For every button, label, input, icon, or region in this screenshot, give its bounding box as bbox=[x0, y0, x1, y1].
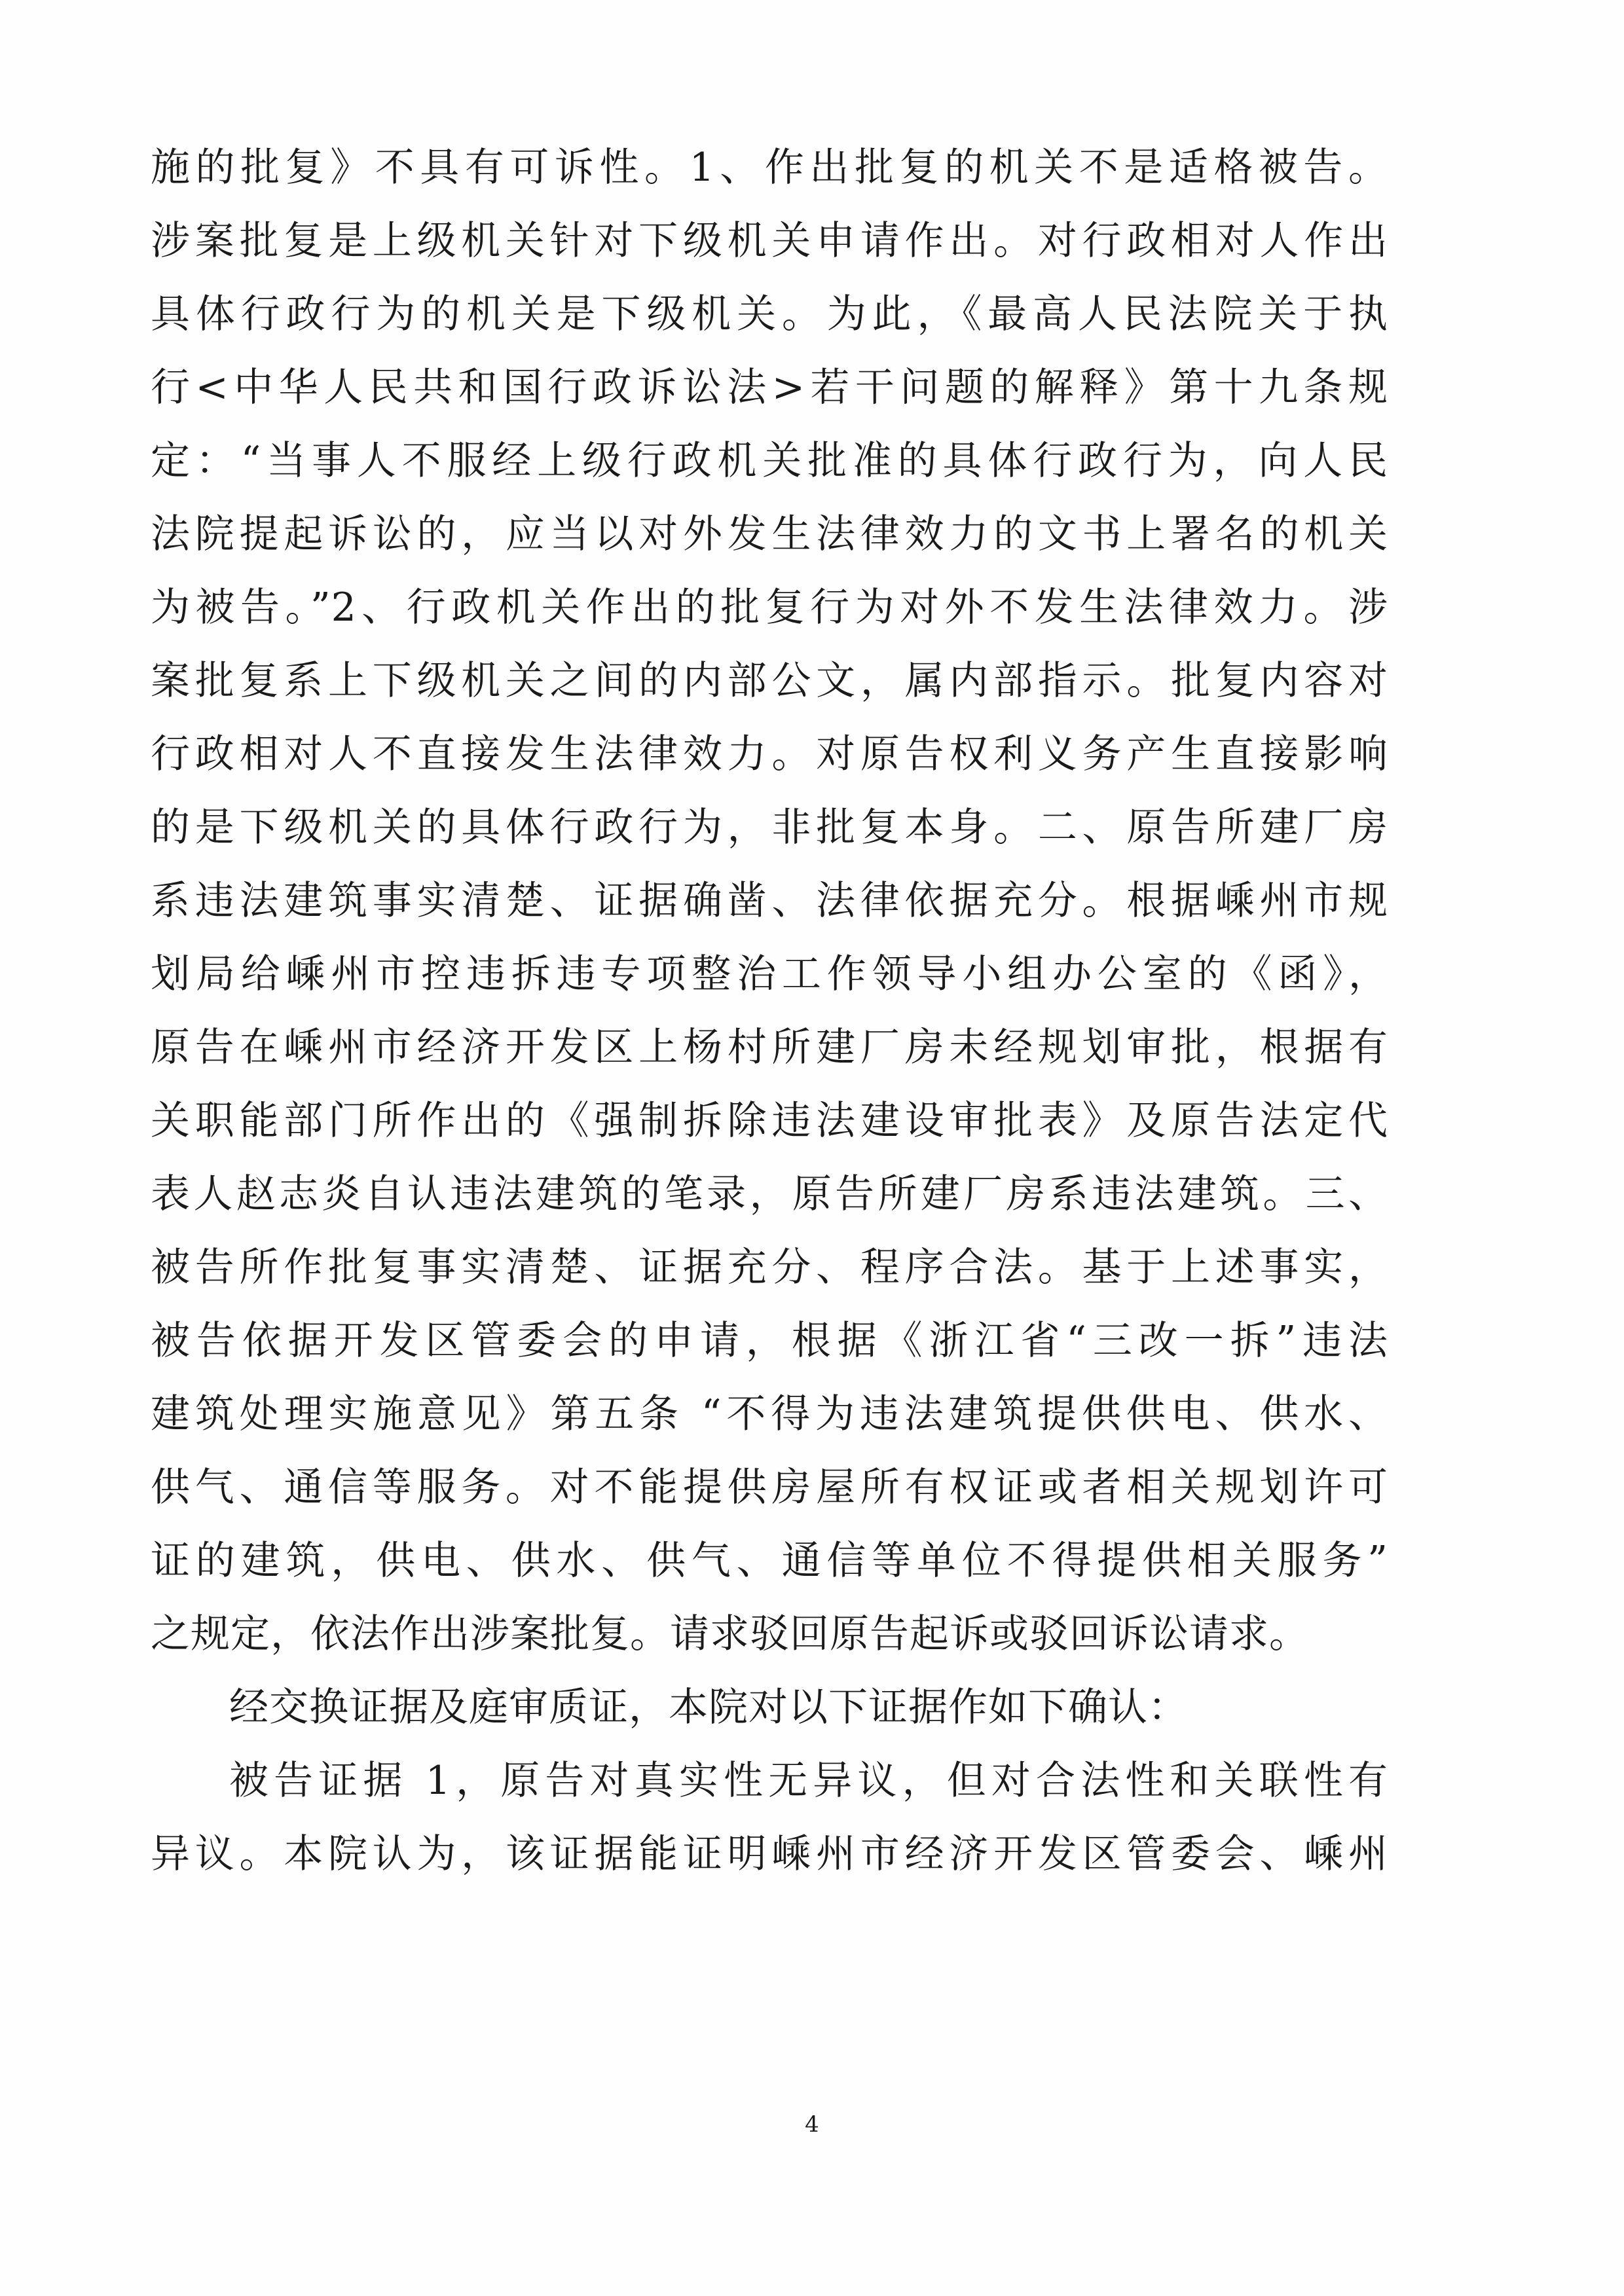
text-line: 行<中华人民共和国行政诉讼法>若干问题的解释》第十九条规 bbox=[151, 365, 1388, 410]
text-line: 的是下级机关的具体行政行为，非批复本身。二、原告所建厂房 bbox=[151, 805, 1388, 850]
text-line: 行政相对人不直接发生法律效力。对原告权利义务产生直接影响 bbox=[151, 731, 1388, 777]
text-line: 定：“当事人不服经上级行政机关批准的具体行政行为，向人民 bbox=[151, 438, 1388, 484]
text-line: 涉案批复是上级机关针对下级机关申请作出。对行政相对人作出 bbox=[151, 218, 1388, 264]
text-line: 关职能部门所作出的《强制拆除违法建设审批表》及原告法定代 bbox=[151, 1098, 1388, 1144]
text-line: 案批复系上下级机关之间的内部公文，属内部指示。批复内容对 bbox=[151, 658, 1388, 704]
text-line: 划局给嵊州市控违拆违专项整治工作领导小组办公室的《函》， bbox=[151, 951, 1388, 997]
text-line: 施的批复》不具有可诉性。1、作出批复的机关不是适格被告。 bbox=[151, 145, 1388, 191]
text-line: 供气、通信等服务。对不能提供房屋所有权证或者相关规划许可 bbox=[151, 1465, 1388, 1510]
text-line: 被告所作批复事实清楚、证据充分、程序合法。基于上述事实， bbox=[151, 1245, 1388, 1290]
text-line: 具体行政行为的机关是下级机关。为此，《最高人民法院关于执 bbox=[151, 291, 1388, 337]
text-line: 为被告。”2、行政机关作出的批复行为对外不发生法律效力。涉 bbox=[151, 585, 1388, 630]
text-line: 异议。本院认为，该证据能证明嵊州市经济开发区管委会、嵊州 bbox=[151, 1831, 1388, 1877]
text-line: 之规定，依法作出涉案批复。请求驳回原告起诉或驳回诉讼请求。 bbox=[151, 1611, 1309, 1657]
page-number: 4 bbox=[805, 2111, 819, 2138]
text-line: 被告依据开发区管委会的申请，根据《浙江省“三改一拆”违法 bbox=[151, 1318, 1388, 1364]
paragraph-first-line: 经交换证据及庭审质证，本院对以下证据作如下确认： bbox=[229, 1685, 1188, 1730]
text-line: 建筑处理实施意见》第五条 “不得为违法建筑提供供电、供水、 bbox=[151, 1391, 1388, 1437]
text-line: 系违法建筑事实清楚、证据确凿、法律依据充分。根据嵊州市规 bbox=[151, 878, 1388, 924]
text-line: 法院提起诉讼的，应当以对外发生法律效力的文书上署名的机关 bbox=[151, 511, 1388, 557]
text-line: 原告在嵊州市经济开发区上杨村所建厂房未经规划审批，根据有 bbox=[151, 1025, 1388, 1070]
text-line: 证的建筑，供电、供水、供气、通信等单位不得提供相关服务” bbox=[151, 1538, 1388, 1584]
paragraph-first-line: 被告证据 1，原告对真实性无异议，但对合法性和关联性有 bbox=[229, 1758, 1388, 1804]
body-text bbox=[151, 131, 1388, 1891]
text-line: 表人赵志炎自认违法建筑的笔录，原告所建厂房系违法建筑。三、 bbox=[151, 1171, 1388, 1217]
